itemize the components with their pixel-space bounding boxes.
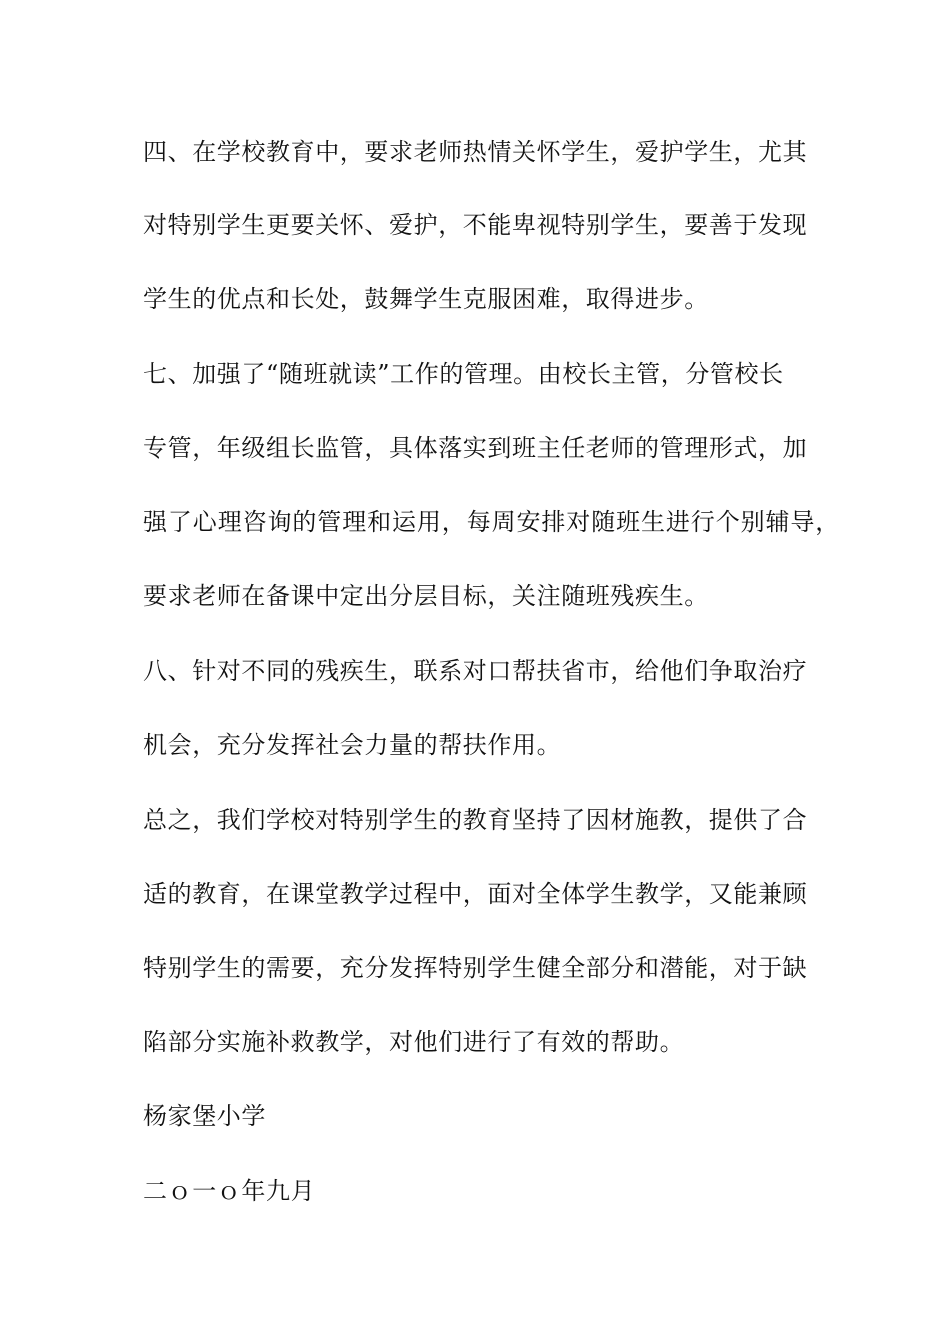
paragraph-seven-line-3: 强了心理咨询的管理和运用，每周安排对随班生进行个别辅导， xyxy=(143,508,841,536)
paragraph-four-line-1: 四、在学校教育中，要求老师热情关怀学生，爱护学生，尤其 xyxy=(143,138,808,166)
document-date: 二ｏ一ｏ年九月 xyxy=(143,1177,316,1205)
summary-line-1: 总之，我们学校对特别学生的教育坚持了因材施教，提供了合 xyxy=(143,806,808,834)
summary-line-2: 适的教育，在课堂教学过程中，面对全体学生教学，又能兼顾 xyxy=(143,880,808,908)
summary-line-3: 特别学生的需要，充分发挥特别学生健全部分和潜能，对于缺 xyxy=(143,954,808,982)
paragraph-seven-line-1: 七、加强了“随班就读”工作的管理。由校长主管，分管校长 xyxy=(143,360,784,388)
paragraph-seven-line-4: 要求老师在备课中定出分层目标，关注随班残疾生。 xyxy=(143,582,709,610)
paragraph-four-line-3: 学生的优点和长处，鼓舞学生克服困难，取得进步。 xyxy=(143,285,709,313)
paragraph-seven-line-2: 专管，年级组长监管，具体落实到班主任老师的管理形式，加 xyxy=(143,434,808,462)
summary-line-4: 陷部分实施补救教学，对他们进行了有效的帮助。 xyxy=(143,1028,685,1056)
school-signature: 杨家堡小学 xyxy=(143,1102,266,1130)
paragraph-eight-line-2: 机会，充分发挥社会力量的帮扶作用。 xyxy=(143,731,562,759)
paragraph-eight-line-1: 八、针对不同的残疾生，联系对口帮扶省市，给他们争取治疗 xyxy=(143,657,808,685)
paragraph-four-line-2: 对特别学生更要关怀、爱护，不能卑视特别学生，要善于发现 xyxy=(143,211,808,239)
